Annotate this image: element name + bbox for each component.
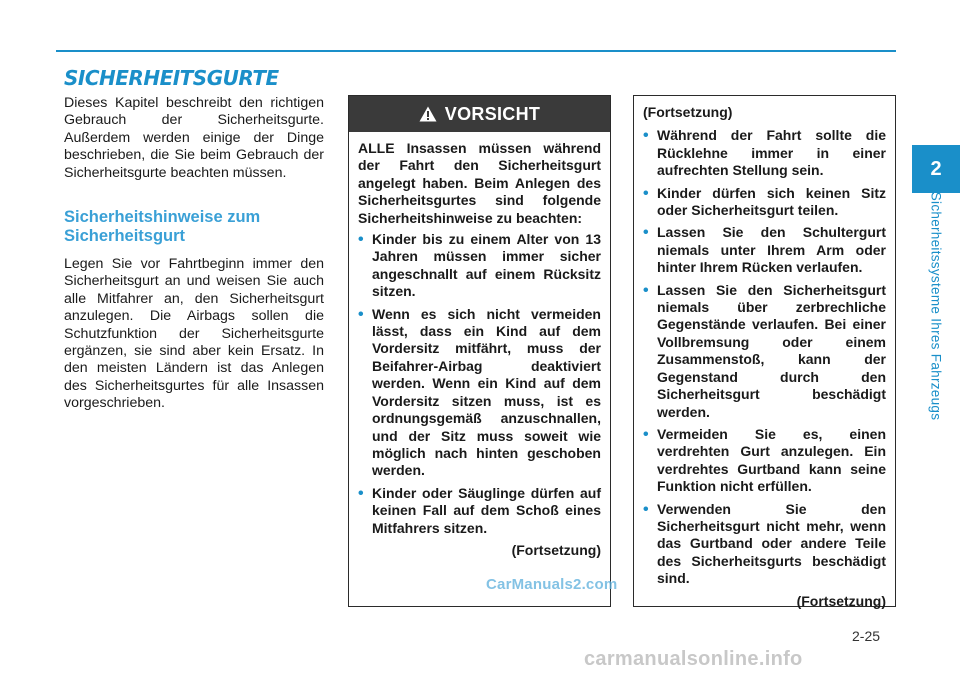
chapter-number: 2 xyxy=(930,157,942,180)
caution-continued: (Fortsetzung) xyxy=(511,541,601,558)
warning-triangle-icon xyxy=(419,106,437,122)
list-item: • Während der Fahrt sollte die Rücklehne immer in einer aufrechten Stellung sein. xyxy=(643,127,886,179)
list-item: • Verwenden Sie den Sicherheitsgurt nicht mehr, wenn das Gurtband oder andere Teile des Sicherheitsgurts beschädigt sind. xyxy=(643,501,886,588)
list-item: • Vermeiden Sie es, einen verdrehten Gurt anzulegen. Ein verdrehtes Gurtband kann seine Funktion nicht erfüllen. xyxy=(643,426,886,496)
chapter-title: Sicherheitssysteme Ihres Fahrzeugs xyxy=(928,191,944,421)
list-item: • Kinder bis zu einem Alter von 13 Jahren müssen immer sicher angeschnallt auf einem Rücksitz sitzen. xyxy=(358,231,601,301)
chapter-tab xyxy=(912,145,960,193)
caution-lead: ALLE Insassen müssen während der Fahrt den Sicherheitsgurt angelegt haben. Beim Anlegen des Sicherheitsgurtes sind folgende Sicherheitshinweise zu beachten: xyxy=(358,140,601,226)
safety-heading: Sicherheitshinweise zum Sicherheitsgurt xyxy=(64,208,261,246)
continuation-bullets xyxy=(643,127,886,587)
footer-watermark: carmanualsonline.info xyxy=(584,648,803,670)
list-item: • Wenn es sich nicht vermeiden lässt, dass ein Kind auf dem Vordersitz mitfährt, muss der Beifahrer-Airbag deaktiviert werden. Wenn ein Kind auf dem Vordersitz sitzen muss, ist es ordnungsgemäß anzuschnallen, und der Sitz muss soweit wie möglich nach hinten geschoben werden. xyxy=(358,306,601,480)
body-paragraph: Legen Sie vor Fahrtbeginn immer den Sicherheitsgurt an und weisen Sie auch alle Mitfahrer an, den Sicherheitsgurt anzulegen. Die Airbags sollen die Schutzfunktion der Sicherheitsgurte ergänzen, sie sind aber kein Ersatz. In den meisten Ländern ist das Anlegen des Sicherheitsgurtes für alle Insassen vorgeschrieben. xyxy=(64,256,324,412)
caution-box xyxy=(348,95,611,607)
left-column xyxy=(64,95,324,413)
intro-paragraph: Dieses Kapitel beschreibt den richtigen Gebrauch der Sicherheitsgurte. Außerdem werden einige der Dinge beschrieben, die Sie beim Gebrauch der Sicherheitsgurte beachten müssen. xyxy=(64,95,324,181)
caution-bullets xyxy=(358,231,601,537)
caution-title: VORSICHT xyxy=(444,103,541,124)
list-item: • Kinder oder Säuglinge dürfen auf keinen Fall auf dem Schoß eines Mitfahrers sitzen. xyxy=(358,485,601,537)
continuation-top: (Fortsetzung) xyxy=(643,104,733,120)
caution-header xyxy=(349,96,610,132)
watermark-mid: CarManuals2.com xyxy=(486,576,618,593)
top-rule xyxy=(56,50,896,52)
page-number: 2-25 xyxy=(852,628,881,644)
list-item: • Lassen Sie den Sicherheitsgurt niemals über zerbrechliche Gegenstände verlaufen. Bei einer Vollbremsung oder einem Zusammenstoß, kann der Gegenstand durch den Sicherheitsgurt beschädigt werden. xyxy=(643,282,886,421)
section-title: SICHERHEITSGURTE xyxy=(64,66,279,90)
continuation-bottom: (Fortsetzung) xyxy=(796,592,886,609)
list-item: • Kinder dürfen sich keinen Sitz oder Sicherheitsgurt teilen. xyxy=(643,185,886,220)
continuation-body xyxy=(634,96,895,610)
list-item: • Lassen Sie den Schultergurt niemals unter Ihrem Arm oder hinter Ihrem Rücken verlaufen. xyxy=(643,224,886,276)
caution-body xyxy=(349,132,610,559)
continuation-box xyxy=(633,95,896,607)
